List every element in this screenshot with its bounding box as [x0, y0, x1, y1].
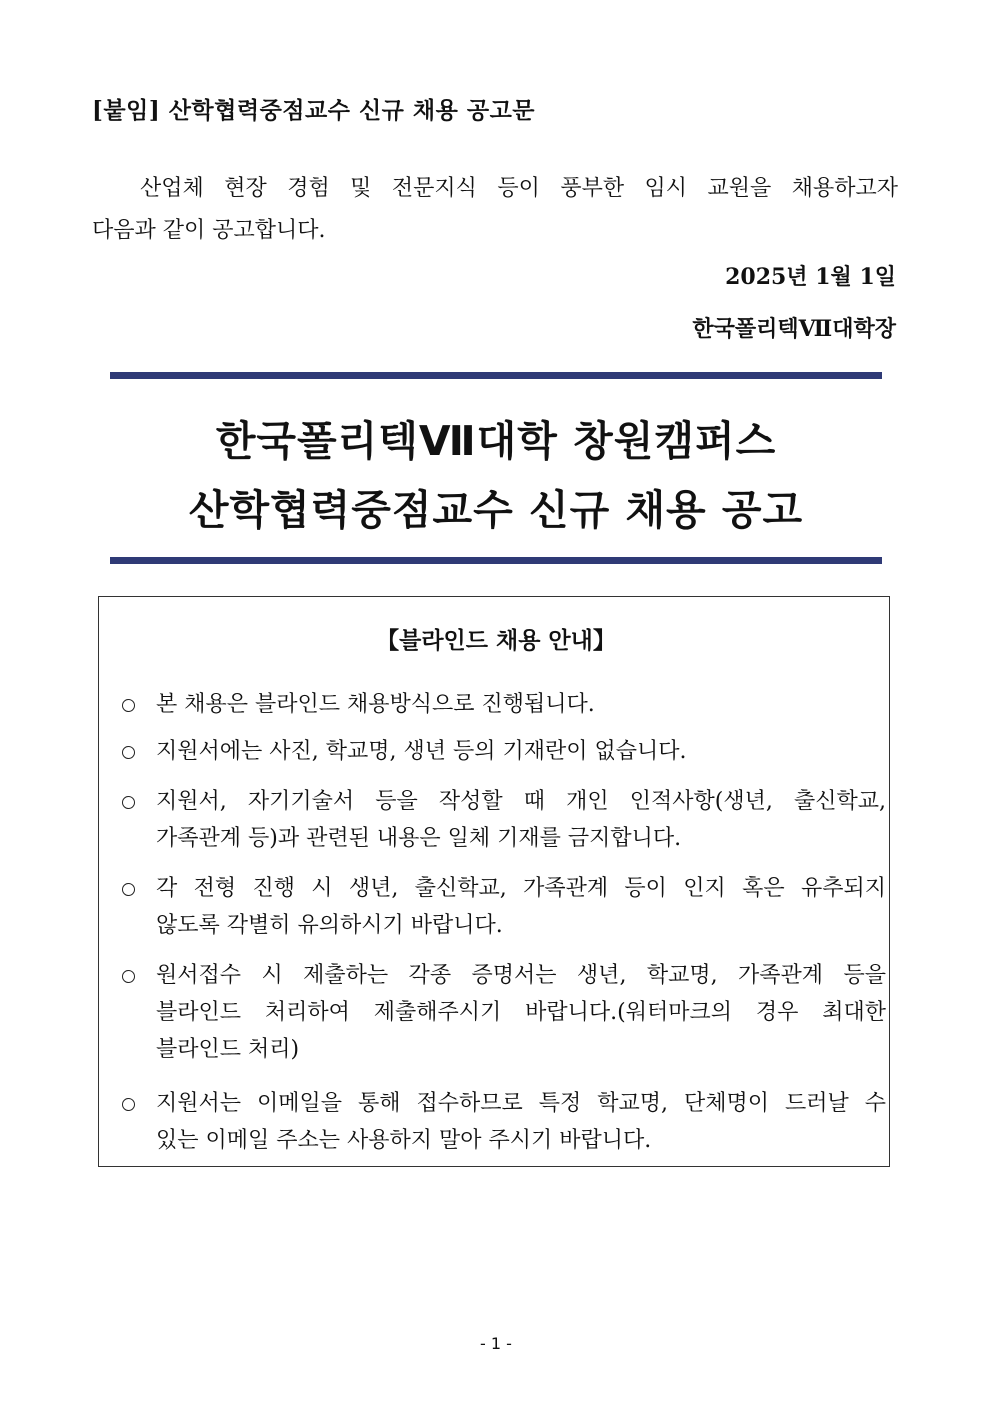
notice-item [118, 783, 886, 857]
intro-line-2: 다음과 같이 공고합니다. [92, 218, 326, 243]
circle-bullet-icon [122, 970, 135, 983]
notice-item-line: 블라인드 처리하여 제출해주시기 바랍니다.(워터마크의 경우 최대한 [156, 1000, 886, 1025]
circle-bullet-icon [122, 883, 135, 896]
notice-item-line: 지원서에는 사진, 학교명, 생년 등의 기재란이 없습니다. [156, 739, 687, 764]
notice-item-line: 있는 이메일 주소는 사용하지 말아 주시기 바랍니다. [156, 1128, 652, 1153]
headline-line-1: 한국폴리텍Ⅶ대학 창원캠퍼스 [215, 417, 777, 465]
circle-bullet-icon [122, 746, 135, 759]
headline-top-rule [110, 372, 882, 379]
notice-item-line: 않도록 각별히 유의하시기 바랍니다. [156, 913, 503, 938]
intro-paragraph [92, 168, 898, 252]
circle-bullet-icon [122, 796, 135, 809]
notice-item-line: 본 채용은 블라인드 채용방식으로 진행됩니다. [156, 692, 595, 717]
notice-item [118, 870, 886, 944]
issuer-name: 한국폴리텍Ⅶ대학장 [692, 316, 896, 342]
circle-bullet-icon [122, 1098, 135, 1111]
notice-item [118, 1085, 886, 1159]
notice-item-line: 지원서는 이메일을 통해 접수하므로 특정 학교명, 단체명이 드러날 수 [156, 1091, 886, 1116]
notice-item-line: 가족관계 등)과 관련된 내용은 일체 기재를 금지합니다. [156, 826, 682, 851]
page-number: - 1 - [480, 1334, 512, 1353]
attachment-title: [붙임] 산학협력중점교수 신규 채용 공고문 [92, 97, 535, 124]
notice-title: 【블라인드 채용 안내】 [376, 627, 616, 654]
notice-item-line: 각 전형 진행 시 생년, 출신학교, 가족관계 등이 인지 혹은 유추되지 [156, 876, 886, 901]
notice-item-line: 블라인드 처리) [156, 1037, 300, 1062]
announcement-date: 2025년 1월 1일 [725, 264, 896, 290]
notice-item [118, 686, 886, 723]
headline-line-2: 산학협력중점교수 신규 채용 공고 [188, 486, 804, 534]
circle-bullet-icon [122, 699, 135, 712]
notice-item [118, 957, 886, 1068]
notice-item-line: 지원서, 자기기술서 등을 작성할 때 개인 인적사항(생년, 출신학교, [156, 789, 886, 814]
notice-item-line: 원서접수 시 제출하는 각종 증명서는 생년, 학교명, 가족관계 등을 [156, 963, 886, 988]
headline-bottom-rule [110, 557, 882, 564]
intro-line-1: 산업체 현장 경험 및 전문지식 등이 풍부한 임시 교원을 채용하고자 [140, 176, 898, 201]
notice-item [118, 733, 886, 770]
